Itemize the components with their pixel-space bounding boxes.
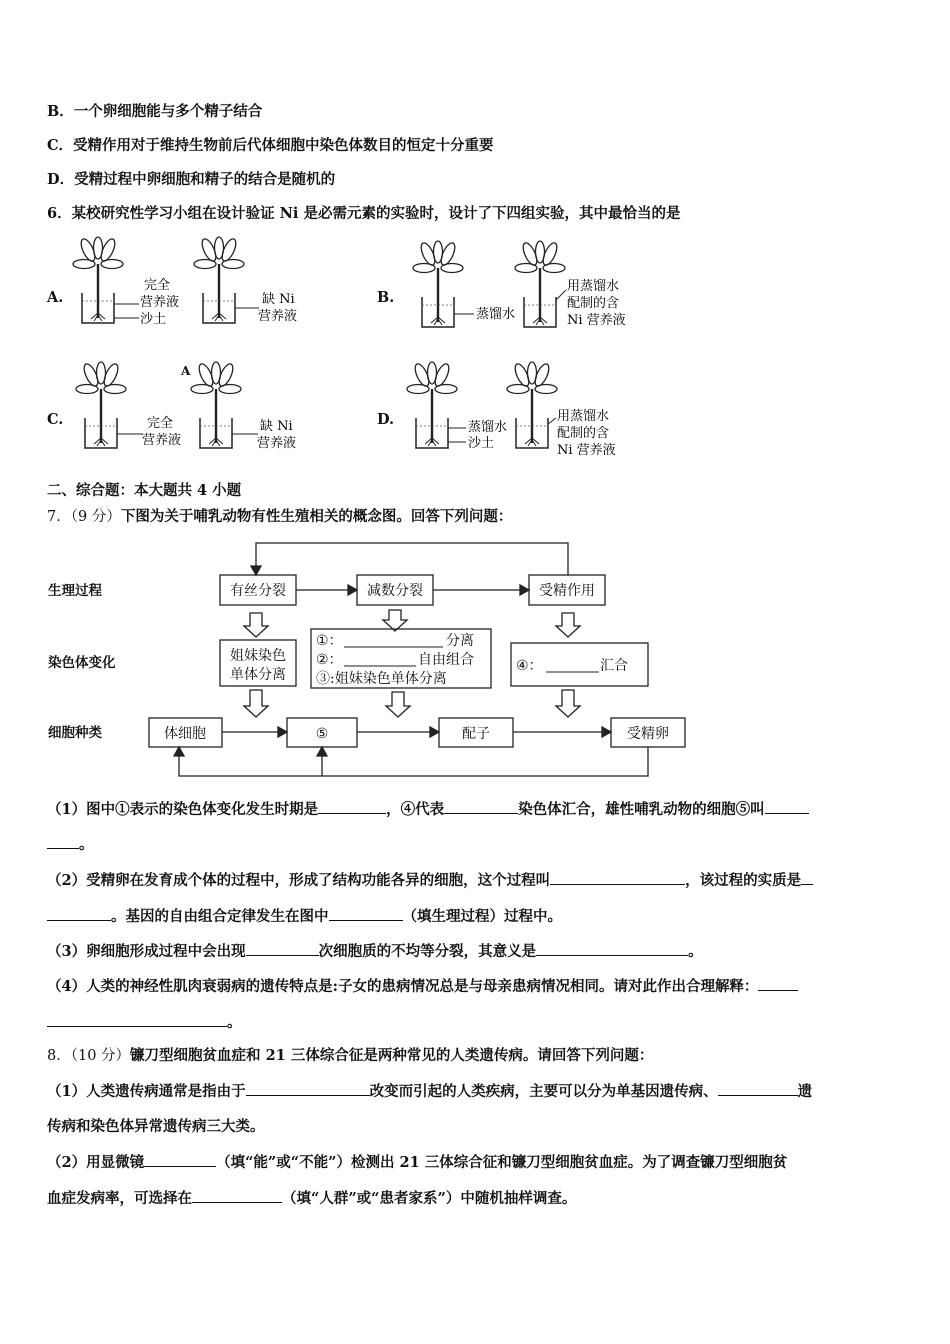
q7-score: （9 分） bbox=[70, 509, 121, 525]
q6-figure-c bbox=[76, 362, 296, 451]
sister-text-2: 单体分离 bbox=[230, 667, 286, 683]
fert-b: 汇合 bbox=[600, 658, 628, 674]
q7-part4-cont bbox=[47, 1012, 242, 1033]
row-label-process: 生理过程 bbox=[48, 583, 102, 599]
q6-label-b: B. bbox=[377, 289, 395, 306]
q8-part2 bbox=[47, 1152, 787, 1173]
meiosis-1b: 分离 bbox=[446, 633, 474, 649]
fig-d-label-5: Ni 营养液 bbox=[557, 443, 616, 458]
q8-number: 8． bbox=[47, 1048, 71, 1064]
answer-blank[interactable] bbox=[801, 870, 813, 885]
q6-figure-a bbox=[73, 237, 297, 327]
q7-p4a: （4）人类的神经性肌肉衰弱病的遗传特点是:子女的患病情况总是与母亲患病情况相同。请对此作出合理解释： bbox=[47, 978, 759, 995]
fig-a-label-3: 沙土 bbox=[140, 312, 167, 327]
answer-blank[interactable] bbox=[329, 906, 403, 921]
process-fertilization: 受精作用 bbox=[539, 583, 595, 599]
fig-c-label-4: 营养液 bbox=[257, 436, 297, 451]
meiosis-3: ③:姐妹染色单体分离 bbox=[316, 671, 447, 687]
answer-blank[interactable] bbox=[718, 1081, 798, 1096]
q6-label-a: A. bbox=[47, 289, 64, 306]
answer-blank[interactable] bbox=[758, 976, 798, 991]
answer-blank[interactable] bbox=[192, 1188, 282, 1203]
answer-blank[interactable] bbox=[246, 941, 319, 956]
q7-part2-cont bbox=[47, 906, 562, 927]
q7-part2 bbox=[47, 870, 813, 891]
q8-p2d: （填“人群”或“患者家系”）中随机抽样调查。 bbox=[282, 1190, 577, 1207]
q7-p1a: （1）图中①表示的染色体变化发生时期是 bbox=[47, 801, 319, 818]
fig-d-label-3: 用蒸馏水 bbox=[557, 409, 610, 424]
answer-blank[interactable] bbox=[318, 799, 386, 814]
q7-p4b: 。 bbox=[227, 1014, 242, 1031]
answer-blank[interactable] bbox=[47, 1012, 227, 1027]
q5-option-d: D．受精过程中卵细胞和精子的结合是随机的 bbox=[47, 171, 336, 188]
fert-a: ④： bbox=[516, 658, 543, 674]
fig-d-label-1: 蒸馏水 bbox=[468, 420, 508, 435]
q6-stray-mark: A bbox=[181, 364, 191, 378]
q8-stem-text: 镰刀型细胞贫血症和 21 三体综合征是两种常见的人类遗传病。请回答下列问题： bbox=[130, 1047, 654, 1064]
q7-p1c: 染色体汇合，雄性哺乳动物的细胞⑤叫 bbox=[518, 801, 765, 818]
q7-part4 bbox=[47, 976, 798, 997]
sister-text-1: 姐妹染色 bbox=[230, 648, 286, 664]
q7-p1d: 。 bbox=[79, 836, 94, 853]
q7-p3a: （3）卵细胞形成过程中会出现 bbox=[47, 943, 246, 960]
q8-p1b: 改变而引起的人类疾病，主要可以分为单基因遗传病、 bbox=[369, 1083, 718, 1100]
section-two-heading: 二、综合题：本大题共 4 小题 bbox=[47, 482, 242, 499]
answer-blank[interactable] bbox=[246, 1081, 370, 1096]
q8-stem bbox=[47, 1046, 653, 1066]
fig-b-label-3: 配制的含 bbox=[567, 296, 620, 311]
answer-blank[interactable] bbox=[47, 834, 79, 849]
q6-stem: 6．某校研究性学习小组在设计验证 Ni 是必需元素的实验时，设计了下四组实验，其中最恰当的是 bbox=[47, 205, 681, 222]
q5-option-c: C．受精作用对于维持生物前后代体细胞中染色体数目的恒定十分重要 bbox=[47, 137, 494, 154]
q7-part3 bbox=[47, 941, 703, 962]
cell-gamete: 配子 bbox=[462, 726, 490, 742]
answer-blank[interactable] bbox=[444, 799, 518, 814]
q7-concept-diagram bbox=[48, 543, 685, 776]
q8-p1c: 遗 bbox=[797, 1083, 813, 1100]
q7-stem bbox=[47, 507, 512, 527]
q7-p3b: 次细胞质的不均等分裂，其意义是 bbox=[318, 943, 537, 960]
fig-b-label-2: 用蒸馏水 bbox=[567, 279, 620, 294]
fig-c-label-3: 缺 Ni bbox=[260, 419, 293, 434]
fig-c-label-2: 营养液 bbox=[142, 433, 182, 448]
row-label-chromosome: 染色体变化 bbox=[48, 655, 116, 671]
q7-stem-text: 下图为关于哺乳动物有性生殖相关的概念图。回答下列问题： bbox=[120, 508, 513, 525]
fig-a-label-4: 缺 Ni bbox=[262, 292, 295, 307]
q8-part1 bbox=[47, 1081, 812, 1102]
q8-p2b: （填“能”或“不能”）检测出 21 三体综合征和镰刀型细胞贫血症。为了调查镰刀型细胞贫 bbox=[216, 1154, 788, 1171]
cell-five: ⑤ bbox=[315, 726, 329, 742]
answer-blank[interactable] bbox=[144, 1152, 216, 1167]
q7-number: 7． bbox=[47, 509, 71, 525]
fig-b-label-4: Ni 营养液 bbox=[567, 313, 626, 328]
q8-part2-cont bbox=[47, 1188, 576, 1209]
answer-blank[interactable] bbox=[47, 906, 111, 921]
q7-p3c: 。 bbox=[688, 943, 703, 960]
q8-p1a: （1）人类遗传病通常是指由于 bbox=[47, 1083, 246, 1100]
process-mitosis: 有丝分裂 bbox=[230, 583, 286, 599]
answer-blank[interactable] bbox=[536, 941, 688, 956]
q7-p2d: （填生理过程）过程中。 bbox=[402, 908, 562, 925]
fig-a-label-2: 营养液 bbox=[140, 295, 180, 310]
answer-blank[interactable] bbox=[550, 870, 685, 885]
q8-p2a: （2）用显微镜 bbox=[47, 1154, 145, 1171]
q6-figure-b bbox=[413, 241, 626, 328]
q6-label-d: D. bbox=[377, 411, 395, 428]
meiosis-2a: ②： bbox=[316, 652, 343, 668]
fig-b-label-1: 蒸馏水 bbox=[476, 307, 516, 322]
q7-p2a: （2）受精卵在发育成个体的过程中，形成了结构功能各异的细胞，这个过程叫 bbox=[47, 872, 551, 889]
q7-part1-cont bbox=[47, 834, 94, 855]
process-meiosis: 减数分裂 bbox=[367, 583, 423, 599]
answer-blank[interactable] bbox=[765, 799, 809, 814]
q7-p1b: ，④代表 bbox=[386, 801, 445, 818]
q6-figure-d bbox=[407, 362, 616, 458]
q8-score: （10 分） bbox=[70, 1048, 131, 1064]
fig-d-label-4: 配制的含 bbox=[557, 426, 610, 441]
q7-p2c: 。基因的自由组合定律发生在图中 bbox=[111, 908, 329, 925]
cell-zygote: 受精卵 bbox=[627, 726, 669, 742]
fig-a-label-5: 营养液 bbox=[258, 309, 298, 324]
q8-part1-cont: 传病和染色体异常遗传病三大类。 bbox=[47, 1118, 265, 1135]
row-label-cell-type: 细胞种类 bbox=[48, 725, 102, 741]
cell-somatic: 体细胞 bbox=[164, 726, 206, 742]
meiosis-2b: 自由组合 bbox=[418, 652, 474, 668]
q6-label-c: C. bbox=[47, 411, 64, 428]
q5-option-b: B．一个卵细胞能与多个精子结合 bbox=[47, 103, 263, 120]
fig-d-label-2: 沙土 bbox=[468, 436, 495, 451]
q7-p2b: ，该过程的实质是 bbox=[685, 872, 802, 889]
fig-a-label-1: 完全 bbox=[144, 278, 171, 293]
fig-c-label-1: 完全 bbox=[147, 416, 174, 431]
q7-part1 bbox=[47, 799, 809, 820]
q8-p2c: 血症发病率，可选择在 bbox=[47, 1190, 192, 1207]
meiosis-1a: ①： bbox=[316, 633, 343, 649]
